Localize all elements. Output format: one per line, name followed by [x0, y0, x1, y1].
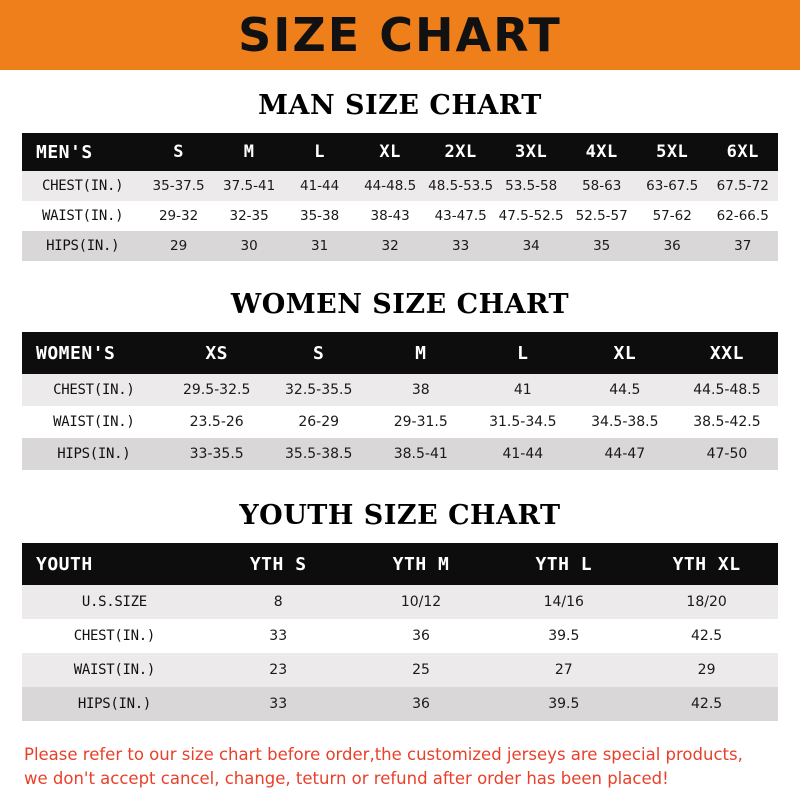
table-cell: 26-29: [268, 406, 370, 438]
header-banner: [0, 0, 800, 70]
column-header: YTH S: [207, 543, 350, 585]
table-cell: 33: [425, 231, 496, 261]
column-header: L: [284, 133, 355, 171]
page-title: SIZE CHART: [238, 8, 562, 62]
column-header: MEN'S: [22, 133, 143, 171]
table-cell: 34.5-38.5: [574, 406, 676, 438]
table-cell: 29: [143, 231, 214, 261]
table-cell: 38.5-41: [370, 438, 472, 470]
table-header-row: [22, 332, 778, 374]
column-header: XXL: [676, 332, 778, 374]
table-cell: 38-43: [355, 201, 426, 231]
table-cell: 39.5: [492, 687, 635, 721]
table-cell: 52.5-57: [566, 201, 637, 231]
column-header: YTH M: [350, 543, 493, 585]
table-cell: 27: [492, 653, 635, 687]
table-header-row: [22, 133, 778, 171]
table-cell: 41: [472, 374, 574, 406]
table-cell: 47.5-52.5: [496, 201, 567, 231]
row-label: CHEST(IN.): [22, 374, 166, 406]
footer-line-1: Please refer to our size chart before order,the customized jerseys are special products,: [24, 744, 743, 764]
table-row: [22, 687, 778, 721]
column-header: YTH XL: [635, 543, 778, 585]
table-row: [22, 653, 778, 687]
row-label: HIPS(IN.): [22, 687, 207, 721]
table-cell: 31.5-34.5: [472, 406, 574, 438]
footer-line-2: we don't accept cancel, change, teturn or refund after order has been placed!: [24, 769, 669, 789]
youth-section-title: YOUTH SIZE CHART: [239, 500, 561, 531]
row-label: WAIST(IN.): [22, 201, 143, 231]
table-cell: 42.5: [635, 619, 778, 653]
table-cell: 42.5: [635, 687, 778, 721]
table-cell: 8: [207, 585, 350, 619]
youth-size-table-wrap: [0, 543, 800, 721]
table-cell: 29-31.5: [370, 406, 472, 438]
table-cell: 67.5-72: [707, 171, 778, 201]
table-cell: 36: [350, 619, 493, 653]
table-cell: 44.5: [574, 374, 676, 406]
table-cell: 32-35: [214, 201, 285, 231]
row-label: U.S.SIZE: [22, 585, 207, 619]
table-cell: 48.5-53.5: [425, 171, 496, 201]
table-row: [22, 201, 778, 231]
column-header: S: [143, 133, 214, 171]
table-header-row: [22, 543, 778, 585]
table-row: [22, 171, 778, 201]
table-cell: 29: [635, 653, 778, 687]
row-label: CHEST(IN.): [22, 171, 143, 201]
table-cell: 37.5-41: [214, 171, 285, 201]
table-cell: 33: [207, 619, 350, 653]
table-cell: 32.5-35.5: [268, 374, 370, 406]
table-cell: 29-32: [143, 201, 214, 231]
table-row: [22, 374, 778, 406]
table-cell: 39.5: [492, 619, 635, 653]
table-cell: 31: [284, 231, 355, 261]
footer-disclaimer: [0, 743, 800, 793]
table-cell: 36: [350, 687, 493, 721]
column-header: 6XL: [707, 133, 778, 171]
column-header: M: [370, 332, 472, 374]
table-row: [22, 406, 778, 438]
table-row: [22, 585, 778, 619]
table-cell: 36: [637, 231, 708, 261]
column-header: XS: [166, 332, 268, 374]
table-cell: 38.5-42.5: [676, 406, 778, 438]
column-header: XL: [355, 133, 426, 171]
table-row: [22, 231, 778, 261]
table-cell: 37: [707, 231, 778, 261]
row-label: HIPS(IN.): [22, 231, 143, 261]
table-cell: 30: [214, 231, 285, 261]
women-size-table-wrap: [0, 332, 800, 470]
table-cell: 35: [566, 231, 637, 261]
table-cell: 41-44: [472, 438, 574, 470]
column-header: L: [472, 332, 574, 374]
women-section-title: WOMEN SIZE CHART: [230, 289, 570, 320]
table-cell: 44.5-48.5: [676, 374, 778, 406]
table-cell: 38: [370, 374, 472, 406]
women-size-table: [22, 332, 778, 470]
table-cell: 33: [207, 687, 350, 721]
table-cell: 34: [496, 231, 567, 261]
column-header: 5XL: [637, 133, 708, 171]
table-cell: 23: [207, 653, 350, 687]
table-cell: 32: [355, 231, 426, 261]
table-cell: 23.5-26: [166, 406, 268, 438]
table-cell: 53.5-58: [496, 171, 567, 201]
table-cell: 35-38: [284, 201, 355, 231]
column-header: 2XL: [425, 133, 496, 171]
table-cell: 29.5-32.5: [166, 374, 268, 406]
man-size-table: [22, 133, 778, 261]
table-cell: 47-50: [676, 438, 778, 470]
table-row: [22, 438, 778, 470]
column-header: YTH L: [492, 543, 635, 585]
table-cell: 35-37.5: [143, 171, 214, 201]
column-header: 4XL: [566, 133, 637, 171]
row-label: WAIST(IN.): [22, 653, 207, 687]
table-cell: 62-66.5: [707, 201, 778, 231]
row-label: WAIST(IN.): [22, 406, 166, 438]
table-cell: 57-62: [637, 201, 708, 231]
man-size-table-wrap: [0, 133, 800, 261]
table-cell: 10/12: [350, 585, 493, 619]
column-header: M: [214, 133, 285, 171]
table-cell: 25: [350, 653, 493, 687]
table-cell: 18/20: [635, 585, 778, 619]
table-cell: 41-44: [284, 171, 355, 201]
table-cell: 33-35.5: [166, 438, 268, 470]
column-header: YOUTH: [22, 543, 207, 585]
table-cell: 63-67.5: [637, 171, 708, 201]
column-header: 3XL: [496, 133, 567, 171]
column-header: XL: [574, 332, 676, 374]
column-header: WOMEN'S: [22, 332, 166, 374]
table-cell: 43-47.5: [425, 201, 496, 231]
column-header: S: [268, 332, 370, 374]
row-label: CHEST(IN.): [22, 619, 207, 653]
table-cell: 44-47: [574, 438, 676, 470]
table-cell: 58-63: [566, 171, 637, 201]
table-cell: 44-48.5: [355, 171, 426, 201]
row-label: HIPS(IN.): [22, 438, 166, 470]
youth-size-table: [22, 543, 778, 721]
table-cell: 35.5-38.5: [268, 438, 370, 470]
man-section-title: MAN SIZE CHART: [258, 90, 542, 121]
table-cell: 14/16: [492, 585, 635, 619]
table-row: [22, 619, 778, 653]
